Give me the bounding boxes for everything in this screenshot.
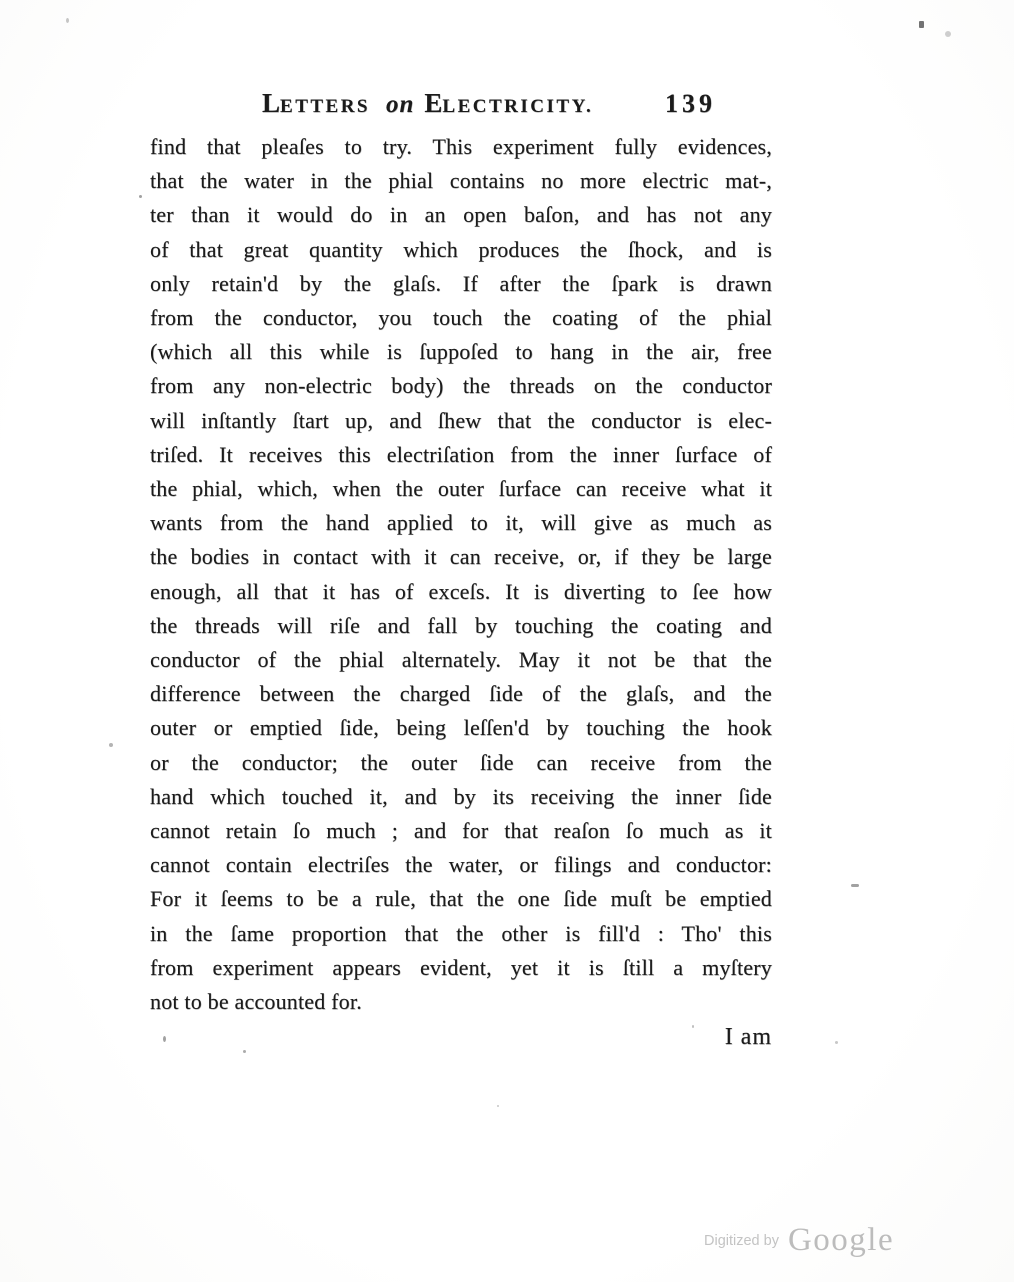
digitized-by-label: Digitized by <box>704 1232 779 1249</box>
text-line: ter than it would do in an open baſon, and has not any <box>150 202 772 228</box>
scan-speck <box>243 1050 246 1053</box>
scan-speck <box>919 21 924 28</box>
text-line: cannot retain ſo much ; and for that reaſon ſo much as it <box>150 818 772 844</box>
text-line: (which all this while is ſuppoſed to hang in the air, free <box>150 339 772 365</box>
text-line: conductor of the phial alternately. May it not be that the <box>150 647 772 673</box>
title-word2-initial: E <box>424 88 443 118</box>
text-line: of that great quantity which produces the ſhock, and is <box>150 236 772 262</box>
text-line: from experiment appears evident, yet it is ſtill a myſtery <box>150 954 772 980</box>
title-word2-rest: LECTRICITY. <box>442 96 594 117</box>
scan-speck <box>163 1036 166 1042</box>
text-line: difference between the charged ſide of the glaſs, and the <box>150 681 772 707</box>
text-line: cannot contain electriſes the water, or filings and conductor: <box>150 852 772 878</box>
text-line: triſed. It receives this electriſation from the inner ſurface of <box>150 441 772 467</box>
running-header <box>150 88 772 119</box>
scan-speck <box>109 743 113 747</box>
text-line: enough, all that it has of exceſs. It is diverting to ſee how <box>150 578 772 604</box>
google-logo: Google <box>787 1222 895 1258</box>
text-line: from the conductor, you touch the coating of the phial <box>150 305 772 331</box>
page-number: 139 <box>665 89 716 118</box>
text-line: only retain'd by the glaſs. If after the ſpark is drawn <box>150 270 772 296</box>
text-line: wants from the hand applied to it, will give as much as <box>150 510 772 536</box>
text-line: or the conductor; the outer ſide can receive from the <box>150 749 772 775</box>
text-line: will inſtantly ſtart up, and ſhew that the conductor is elec- <box>150 407 772 433</box>
text-line: not to be accounted for. <box>150 989 362 1015</box>
catchword: I am <box>724 1024 772 1050</box>
scan-speck <box>835 1041 838 1044</box>
text-line: find that pleaſes to try. This experiment fully evidences, <box>150 134 772 159</box>
text-line: in the ſame proportion that the other is fill'd : Tho' this <box>150 920 772 946</box>
text-line: For it ſeems to be a rule, that the one ſide muſt be emptied <box>150 886 772 912</box>
text-line: hand which touched it, and by its receiving the inner ſide <box>150 783 772 809</box>
scan-speck <box>945 31 951 37</box>
title-word1-initial: L <box>262 88 281 118</box>
text-line: the phial, which, when the outer ſurface can receive what it <box>150 476 772 502</box>
scan-speck <box>851 884 859 887</box>
text-line: the threads will riſe and fall by touching the coating and <box>150 612 772 638</box>
running-title <box>262 88 593 119</box>
scan-speck <box>692 1025 694 1028</box>
scan-speck <box>497 1105 499 1107</box>
watermark <box>704 1222 894 1259</box>
scan-speck <box>66 18 69 23</box>
body-text-block <box>150 130 772 1019</box>
title-conjunction: on <box>386 91 415 118</box>
title-word1-rest: ETTERS <box>280 96 370 117</box>
text-line: from any non-electric body) the threads on the conductor <box>150 373 772 399</box>
scan-speck <box>139 195 142 198</box>
text-line: outer or emptied ſide, being leſſen'd by touching the hook <box>150 715 772 741</box>
text-line: that the water in the phial contains no more electric mat-, <box>150 168 772 194</box>
text-line: the bodies in contact with it can receive, or, if they be large <box>150 544 772 570</box>
